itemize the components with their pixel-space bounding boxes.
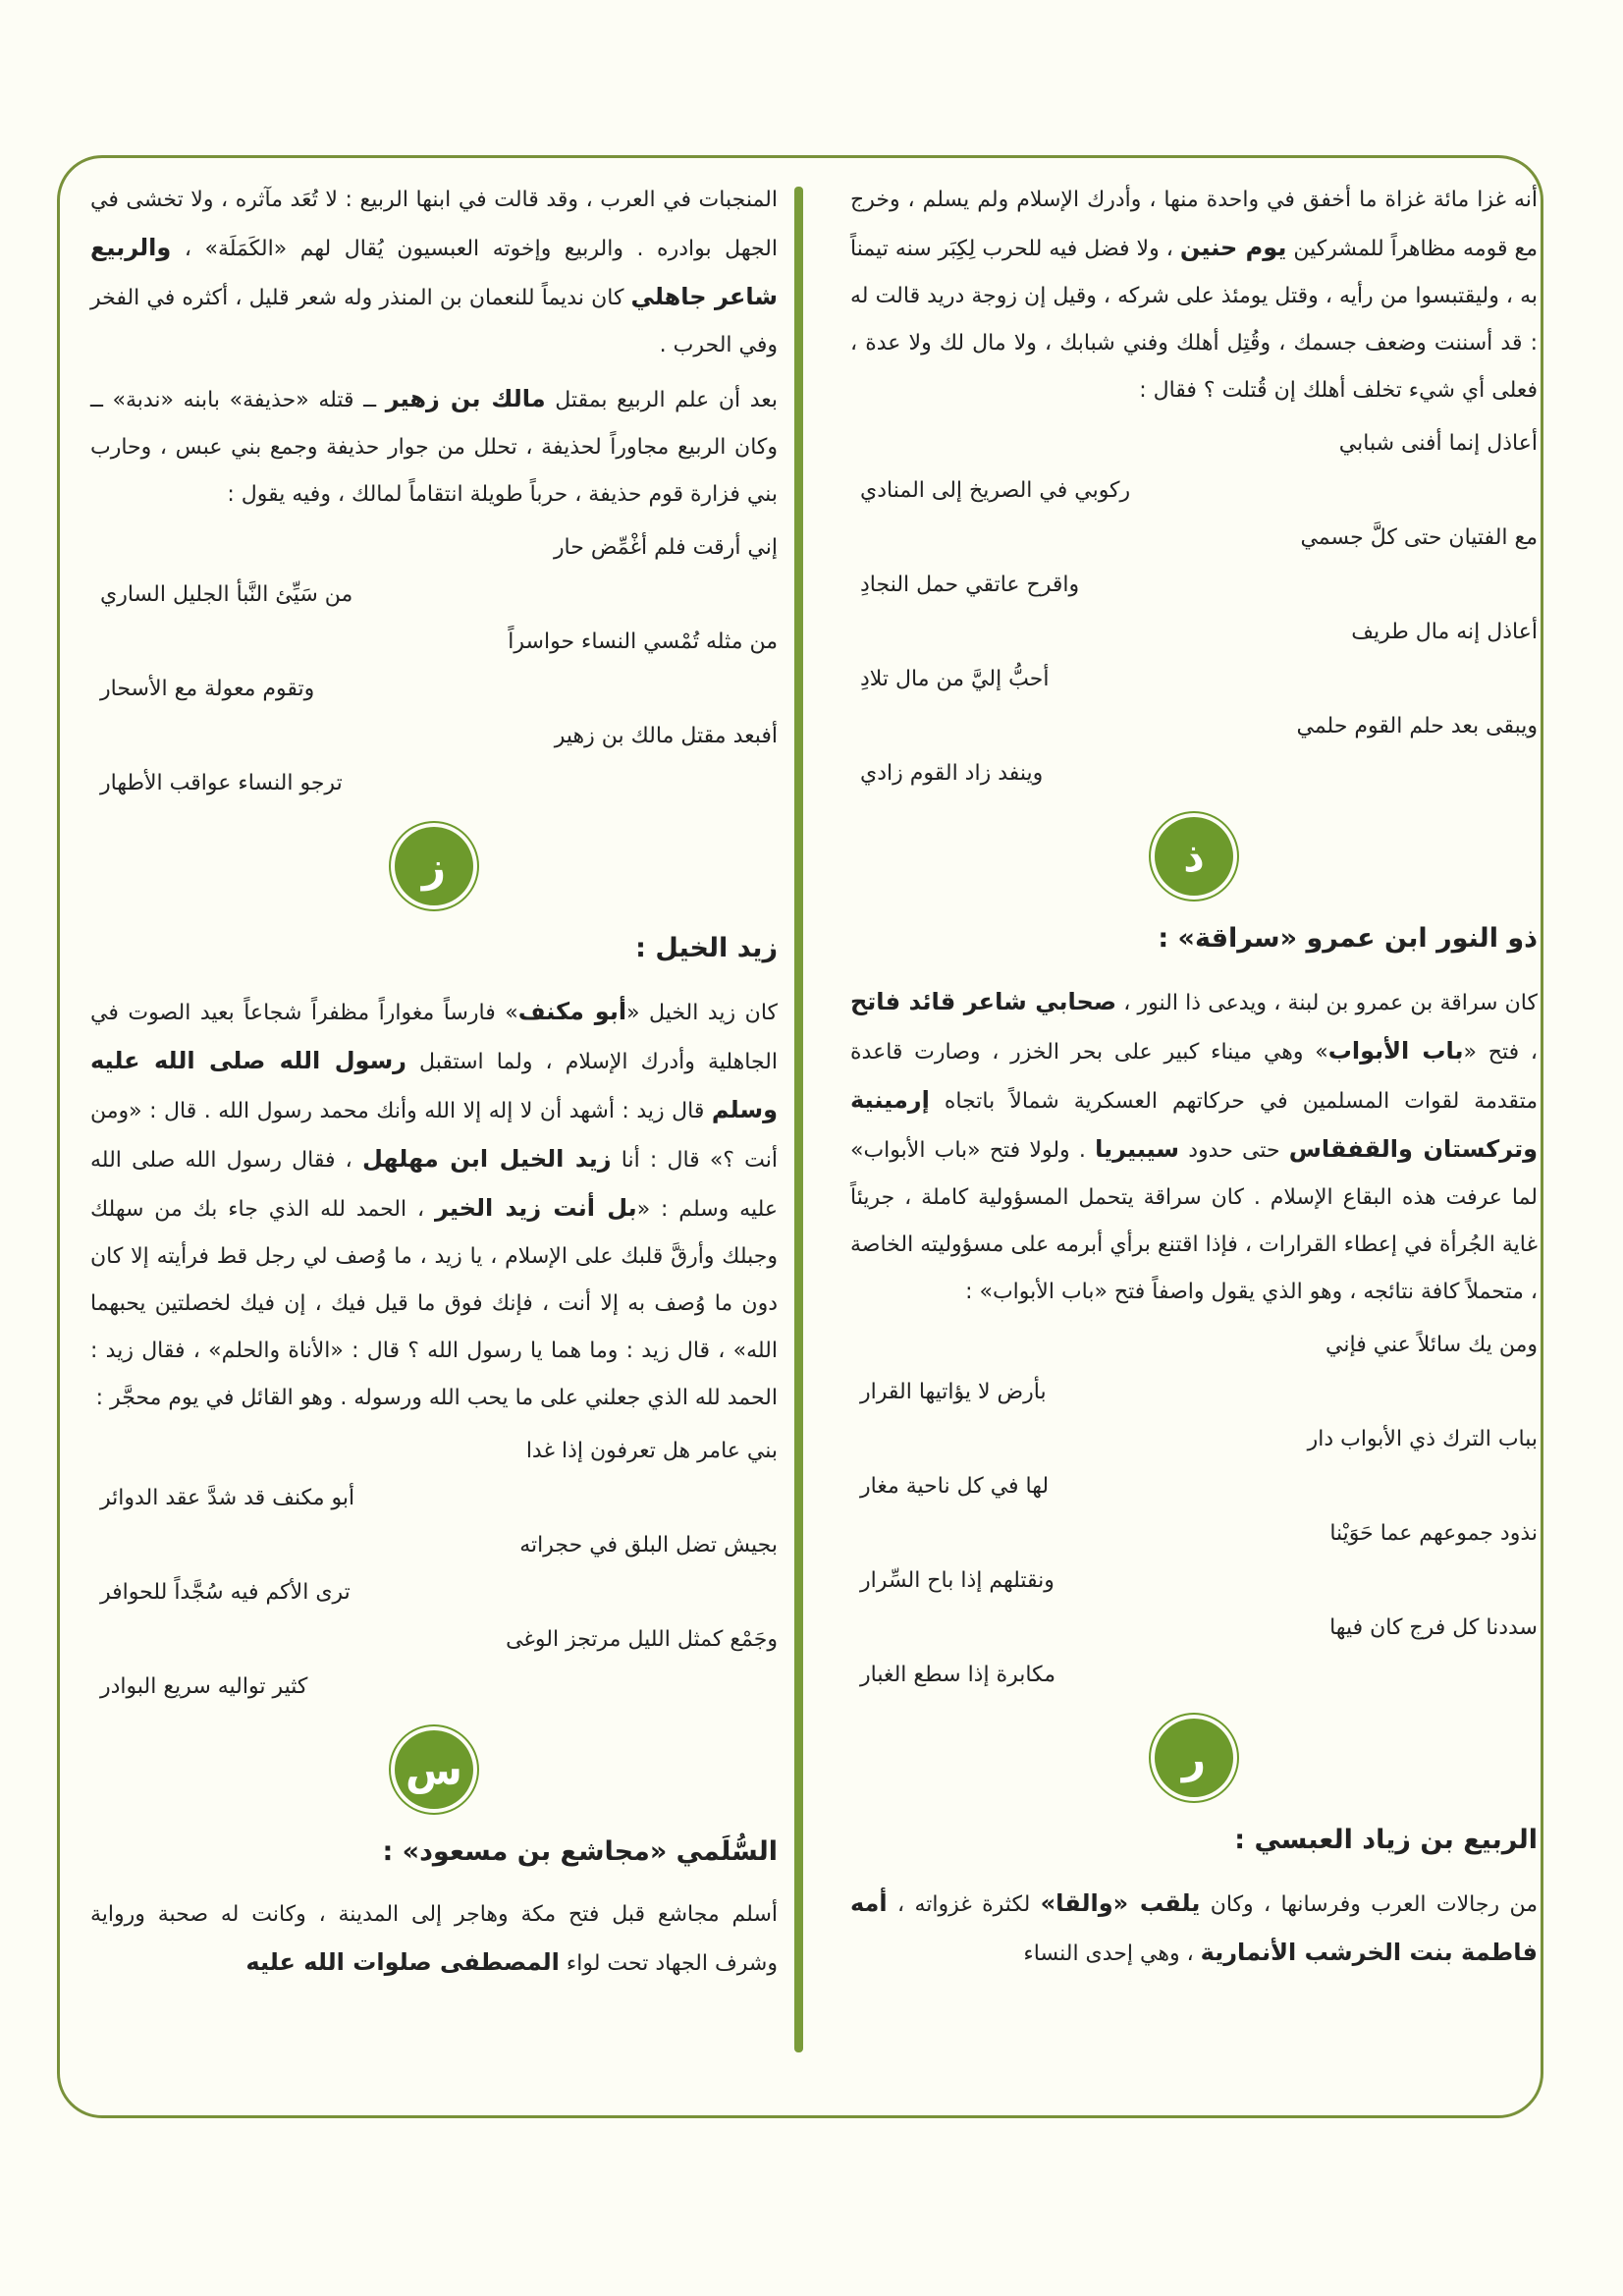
verse-line: واقرح عاتقي حمل النجادِ: [860, 573, 1080, 597]
verse-line: ومن يك سائلاً عني فإني: [1325, 1333, 1538, 1357]
section-letter-seal: ذ: [1155, 817, 1233, 896]
text-run: ، الحمد لله الذي جاء بك من سهلك وجبلك وأرقَّ قلبك على الإسلام ، يا زيد ، ما وُصف لي رجل قط فرأيته إلا كان دون ما وُصف به إلا أنت ، فإنك فوق ما قيل فيك ، إن فيك لخصلتين يحبهما الله» ، قال زيد : وما هما يا رسول الله ؟ قال : «الأناة والحلم» ، فقال زيد : الحمد لله الذي جعلني على ما يحب الله ورسوله . وهو القائل في يوم محجَّر :: [90, 1197, 778, 1410]
column-divider: [794, 187, 803, 2052]
verse-line: أبو مكنف قد شدَّ عقد الدوائر: [100, 1486, 355, 1510]
text-run: . ولولا فتح «باب الأبواب» لما عرفت هذه البقاع الإسلام . كان سراقة يتحمل المسؤولية كاملة ، جريئاً غاية الجُرأة في إعطاء القرارات ، فإذا اقتنع برأي أبرمه على مسؤوليته الخاصة ، متحملاً كافة نتائجه ، وهو الذي يقول واصفاً فتح «باب الأبواب» :: [850, 1138, 1538, 1304]
verse-line: وتقوم معولة مع الأسحار: [100, 677, 315, 701]
right-column: [850, 177, 1538, 1984]
bold-phrase: والربيع شاعر جاهلي: [90, 234, 778, 310]
verse-line: بني عامر هل تعرفون إذا غدا: [525, 1439, 778, 1463]
text-run: من رجالات العرب وفرسانها ، وكان: [1200, 1892, 1538, 1917]
verse-line: وينفد زاد القوم زادي: [860, 761, 1044, 786]
text-run: ، وهي إحدى النساء: [1023, 1941, 1201, 1966]
section-letter-seal: س: [395, 1730, 473, 1809]
paragraph-mujashi: [90, 1891, 778, 1988]
verse-line: ونقتلهم إذا باح السِّرار: [860, 1568, 1055, 1593]
verse-line: من مثله تُمْسي النساء حواسراً: [508, 629, 778, 654]
text-run: حتى حدود: [1179, 1138, 1289, 1163]
text-run: المنجبات في العرب ، وقد قالت في ابنها الربيع : لا تُعَد مآثره ، ولا تخشى في الجهل بوادره . والربيع وإخوته العبسيون يُقال لهم «الكَمَلَة» ،: [90, 188, 778, 261]
verse-line: إني أرقت فلم أغْمِّض حار: [553, 535, 778, 560]
bold-phrase: مالك بن زهير: [385, 385, 546, 412]
section-letter-seal: ز: [395, 827, 473, 905]
section-heading-zaid: زيد الخيل :: [635, 933, 778, 963]
paragraph-rabi-cont: [90, 177, 778, 369]
verse-line: ترى الأكم فيه سُجَّداً للحوافر: [100, 1580, 351, 1605]
verse-line: أفبعد مقتل مالك بن زهير: [554, 724, 778, 748]
bold-phrase: بل أنت زيد الخير: [434, 1194, 637, 1222]
text-run: لكثرة غزواته ،: [887, 1892, 1041, 1917]
bold-phrase: يوم حنين: [1179, 234, 1287, 261]
bold-phrase: يلقب «والقا»: [1040, 1889, 1201, 1917]
poem-zaid: [90, 1428, 778, 1711]
verse-line: بأرض لا يؤاتيها القرار: [860, 1380, 1047, 1404]
verse-line: من سَيِّئ النَّبأ الجليل الساري: [100, 582, 353, 607]
section-letter-seal: ر: [1155, 1719, 1233, 1797]
poem-suraqa: [850, 1322, 1538, 1699]
intro-paragraph: [850, 177, 1538, 414]
text-run: » وهي ميناء كبير على بحر الخزر ، وصارت قاعدة متقدمة لقوات المسلمين في حركاتهم العسكرية شمالاً باتجاه: [850, 1040, 1538, 1114]
verse-line: كثير تواليه سريع البوادر: [100, 1674, 308, 1699]
poem-rabi: [90, 524, 778, 807]
bold-phrase: صحابي شاعر قائد فاتح: [850, 988, 1117, 1015]
verse-line: أحبُّ إليَّ من مال تلادِ: [860, 667, 1050, 691]
verse-line: بباب الترك ذي الأبواب دار: [1307, 1427, 1538, 1451]
verse-line: لها في كل ناحية مغار: [860, 1474, 1050, 1499]
bold-phrase: إرمينية وتركستان والقفقاس: [850, 1086, 1539, 1163]
verse-line: سددنا كل فرج كان فيها: [1329, 1615, 1538, 1640]
text-run: ، ولا فضل فيه للحرب لِكِبَر سنه تيمناً به ، وليقتبسوا من رأيه ، وقتل يومئذ على شركه ، وقيل إن زوجة دريد قالت له : قد أسننت وضعف جسمك ، وقُتِل أهلك وفني شبابك ، ولا مال لك ولا عدة ، فعلى أي شيء تخلف أهلك إن قُتلت ؟ فقال :: [850, 237, 1538, 403]
verse-line: مكابرة إذا سطع الغبار: [860, 1663, 1056, 1687]
text-run: كان نديماً للنعمان بن المنذر وله شعر قليل ، أكثره في الفخر وفي الحرب .: [90, 286, 778, 357]
verse-line: أعاذل إنه مال طريف: [1351, 620, 1538, 644]
paragraph-rabi-intro: [850, 1880, 1538, 1978]
text-run: قال زيد : أشهد أن لا إله إلا الله وأنك محمد رسول الله . قال : «ومن أنت ؟» قال : أنا: [90, 1099, 778, 1173]
verse-line: بجيش تضل البلق في حجراته: [519, 1533, 778, 1558]
left-column: [90, 177, 778, 1994]
section-heading-dhu-alnur: ذو النور ابن عمرو «سراقة» :: [1158, 923, 1538, 954]
paragraph-zaid: [90, 988, 778, 1422]
text-run: ، فقال رسول الله صلى الله عليه وسلم : «: [90, 1148, 778, 1222]
paragraph-suraqa: [850, 978, 1538, 1316]
text-run: أنه غزا مائة غزاة ما أخفق في واحدة منها ، وأدرك الإسلام ولم يسلم ، وخرج مع قومه مظاهراً للمشركين: [850, 188, 1538, 261]
text-run: كان زيد الخيل «: [626, 1001, 778, 1025]
bold-phrase: المصطفى صلوات الله عليه: [245, 1948, 560, 1976]
bold-phrase: سيبيريا: [1095, 1135, 1180, 1163]
text-run: ، فتح «: [1463, 1040, 1538, 1065]
bold-phrase: رسول الله صلى الله عليه وسلم: [90, 1047, 778, 1123]
bold-phrase: أبو مكنف: [517, 998, 627, 1025]
verse-line: مع الفتيان حتى كلَّ جسمي: [1300, 525, 1538, 550]
section-heading-rabi: الربيع بن زياد العبسي :: [1234, 1825, 1538, 1855]
verse-line: وجَمْع كمثل الليل مرتجز الوغى: [506, 1627, 778, 1652]
bold-phrase: زيد الخيل ابن مهلهل: [361, 1145, 612, 1173]
verse-line: ركوبي في الصريخ إلى المنادي: [860, 478, 1131, 503]
text-run: كان سراقة بن عمرو بن لبنة ، ويدعى ذا النور ،: [1116, 991, 1538, 1015]
bold-phrase: أمه فاطمة بنت الخرشب الأنمارية: [850, 1889, 1538, 1966]
text-run: أسلم مجاشع قبل فتح مكة وهاجر إلى المدينة ، وكانت له صحبة ورواية وشرف الجهاد تحت لواء: [90, 1902, 778, 1976]
text-run: ــ قتله «حذيفة» بابنه «ندبة» ــ وكان الربيع مجاوراً لحذيفة ، تحلل من جوار حذيفة وجمع بني عبس ، وحارب بني فزارة قوم حذيفة ، حرباً طويلة انتقاماً لمالك ، وفيه يقول :: [90, 388, 778, 507]
bold-phrase: باب الأبواب: [1327, 1037, 1464, 1065]
poem-durayd: [850, 420, 1538, 797]
verse-line: ويبقى بعد حلم القوم حلمي: [1296, 714, 1538, 738]
paragraph-rabi-war: [90, 375, 778, 519]
verse-line: نذود جموعهم عما حَوَيْنا: [1329, 1521, 1538, 1546]
verse-line: ترجو النساء عواقب الأطهار: [100, 771, 343, 795]
verse-line: أعاذل إنما أفنى شبابي: [1338, 431, 1538, 456]
text-run: بعد أن علم الربيع بمقتل: [545, 388, 779, 412]
text-run: » فارساً مغواراً مظفراً شجاعاً بعيد الصوت في الجاهلية وأدرك الإسلام ، ولما استقبل: [90, 1001, 778, 1074]
section-heading-sulami: السُّلَمي «مجاشع بن مسعود» :: [382, 1836, 778, 1867]
